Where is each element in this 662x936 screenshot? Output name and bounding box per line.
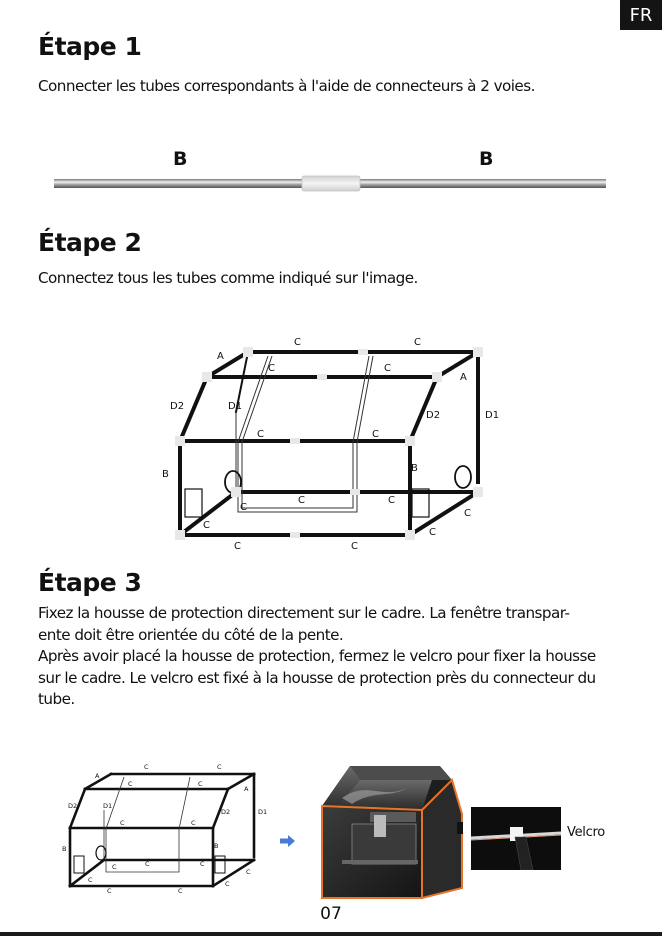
svg-text:C: C bbox=[225, 880, 230, 888]
tube-left bbox=[54, 179, 304, 188]
step1-text: Connecter les tubes correspondants à l'aide de connecteurs à 2 voies. bbox=[38, 77, 535, 95]
svg-text:B: B bbox=[214, 842, 219, 850]
svg-text:C: C bbox=[88, 876, 93, 884]
page-number: 07 bbox=[320, 904, 342, 924]
svg-text:C: C bbox=[234, 541, 241, 552]
step2-text: Connectez tous les tubes comme indiqué sur l'image. bbox=[38, 269, 418, 287]
tube-right bbox=[358, 179, 606, 188]
svg-text:D2: D2 bbox=[170, 401, 185, 412]
svg-text:A: A bbox=[217, 351, 224, 362]
svg-text:C: C bbox=[257, 429, 264, 440]
svg-text:C: C bbox=[429, 527, 436, 538]
svg-text:C: C bbox=[464, 508, 471, 519]
svg-text:C: C bbox=[298, 495, 305, 506]
svg-text:C: C bbox=[268, 363, 275, 374]
svg-text:D1: D1 bbox=[485, 410, 500, 421]
velcro-label: Velcro bbox=[567, 825, 605, 840]
svg-text:C: C bbox=[107, 887, 112, 894]
svg-text:C: C bbox=[240, 502, 247, 513]
svg-text:D1: D1 bbox=[228, 401, 243, 412]
svg-text:D2: D2 bbox=[221, 808, 231, 816]
step2-title: Étape 2 bbox=[38, 228, 142, 257]
svg-text:C: C bbox=[198, 780, 203, 788]
step1-title: Étape 1 bbox=[38, 32, 142, 61]
svg-text:B: B bbox=[162, 469, 169, 480]
svg-text:C: C bbox=[246, 868, 251, 876]
two-way-connector bbox=[302, 176, 360, 191]
svg-text:D1: D1 bbox=[258, 808, 268, 816]
tube-connection-illustration bbox=[52, 148, 608, 198]
arrow-right-icon bbox=[280, 835, 296, 847]
svg-text:C: C bbox=[414, 337, 421, 348]
tube-label-left: B bbox=[173, 148, 188, 170]
svg-text:C: C bbox=[203, 520, 210, 531]
svg-text:A: A bbox=[460, 372, 467, 383]
svg-text:C: C bbox=[144, 763, 149, 771]
svg-text:C: C bbox=[178, 887, 183, 894]
svg-text:A: A bbox=[244, 785, 249, 793]
svg-text:C: C bbox=[372, 429, 379, 440]
laser-enclosure-photo bbox=[312, 760, 464, 902]
svg-text:C: C bbox=[294, 337, 301, 348]
svg-text:D2: D2 bbox=[68, 802, 78, 810]
frame-small-diagram bbox=[58, 762, 273, 894]
svg-text:C: C bbox=[191, 819, 196, 827]
svg-text:D2: D2 bbox=[426, 410, 441, 421]
svg-text:C: C bbox=[388, 495, 395, 506]
tube-label-right: B bbox=[479, 148, 494, 170]
svg-text:C: C bbox=[145, 860, 150, 868]
svg-text:C: C bbox=[217, 763, 222, 771]
velcro-closeup-photo bbox=[471, 807, 561, 870]
svg-text:C: C bbox=[384, 363, 391, 374]
svg-text:C: C bbox=[112, 863, 117, 871]
frame-assembly-diagram bbox=[160, 332, 500, 552]
svg-text:B: B bbox=[62, 845, 67, 853]
step3-text: Fixez la housse de protection directement sur le cadre. La fenêtre transpar- ente doit être orientée du côté de la pente. Après avoir placé la housse de protection, fermez le velcro pour fixer la housse sur le cadre. Le velcro est fixé à la housse de protection près du connecteur du tube. bbox=[38, 604, 596, 708]
svg-text:B: B bbox=[411, 463, 418, 474]
svg-text:C: C bbox=[351, 541, 358, 552]
svg-text:D1: D1 bbox=[103, 802, 113, 810]
step3-title: Étape 3 bbox=[38, 568, 142, 597]
language-badge: FR bbox=[620, 0, 662, 30]
svg-text:C: C bbox=[200, 860, 205, 868]
svg-text:A: A bbox=[95, 772, 100, 780]
bottom-rule bbox=[0, 932, 662, 936]
svg-text:C: C bbox=[120, 819, 125, 827]
svg-text:C: C bbox=[128, 780, 133, 788]
